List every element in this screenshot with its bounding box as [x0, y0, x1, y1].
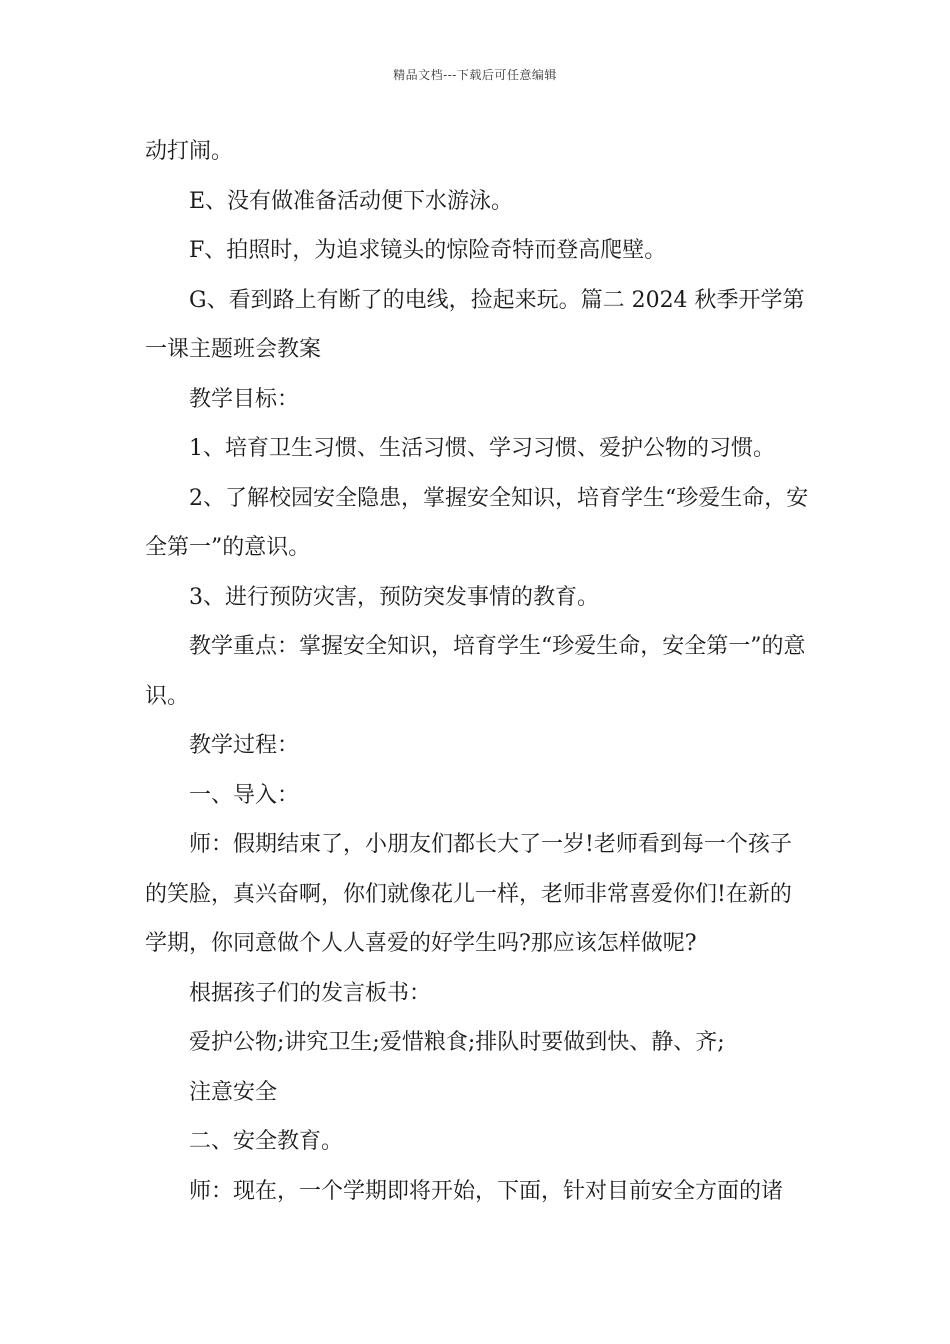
paragraph: 一、导入： — [189, 782, 300, 808]
paragraph: 动打闹。 — [145, 139, 234, 164]
paragraph: 1、培育卫生习惯、生活习惯、学习习惯、爱护公物的习惯。 — [189, 436, 775, 461]
paragraph: 教学重点：掌握安全知识，培育学生“珍爱生命，安全第一”的意识。 — [145, 634, 806, 709]
paragraph: 教学过程： — [189, 733, 300, 758]
paragraph: 爱护公物;讲究卫生;爱惜粮食;排队时要做到快、静、齐; — [189, 1030, 725, 1055]
paragraph: 二、安全教育。 — [189, 1129, 344, 1154]
paragraph: 注意安全 — [189, 1079, 278, 1105]
paragraph: 师：现在，一个学期即将开始，下面，针对目前安全方面的诸 — [189, 1178, 784, 1204]
page-header: 精品文档---下载后可任意编辑 — [393, 68, 557, 82]
paragraph: G、看到路上有断了的电线，捡起来玩。篇二 2024 秋季开学第一课主题班会教案 — [145, 287, 805, 362]
paragraph: 2、了解校园安全隐患，掌握安全知识，培育学生“珍爱生命，安全第一”的意识。 — [145, 485, 809, 560]
paragraph: 教学目标： — [189, 386, 300, 412]
document-body — [145, 127, 810, 1216]
paragraph: 师：假期结束了，小朋友们都长大了一岁!老师看到每一个孩子的笑脸，真兴奋啊，你们就像花儿一样，老师非常喜爱你们!在新的学期，你同意做个人人喜爱的好学生吗?那应该怎样做呢? — [145, 832, 792, 956]
paragraph: F、拍照时，为追求镜头的惊险奇特而登高爬壁。 — [189, 238, 667, 263]
paragraph: 根据孩子们的发言板书： — [189, 980, 432, 1006]
paragraph: 3、进行预防灾害，预防突发事情的教育。 — [189, 584, 599, 610]
paragraph: E、没有做准备活动便下水游泳。 — [189, 188, 514, 214]
